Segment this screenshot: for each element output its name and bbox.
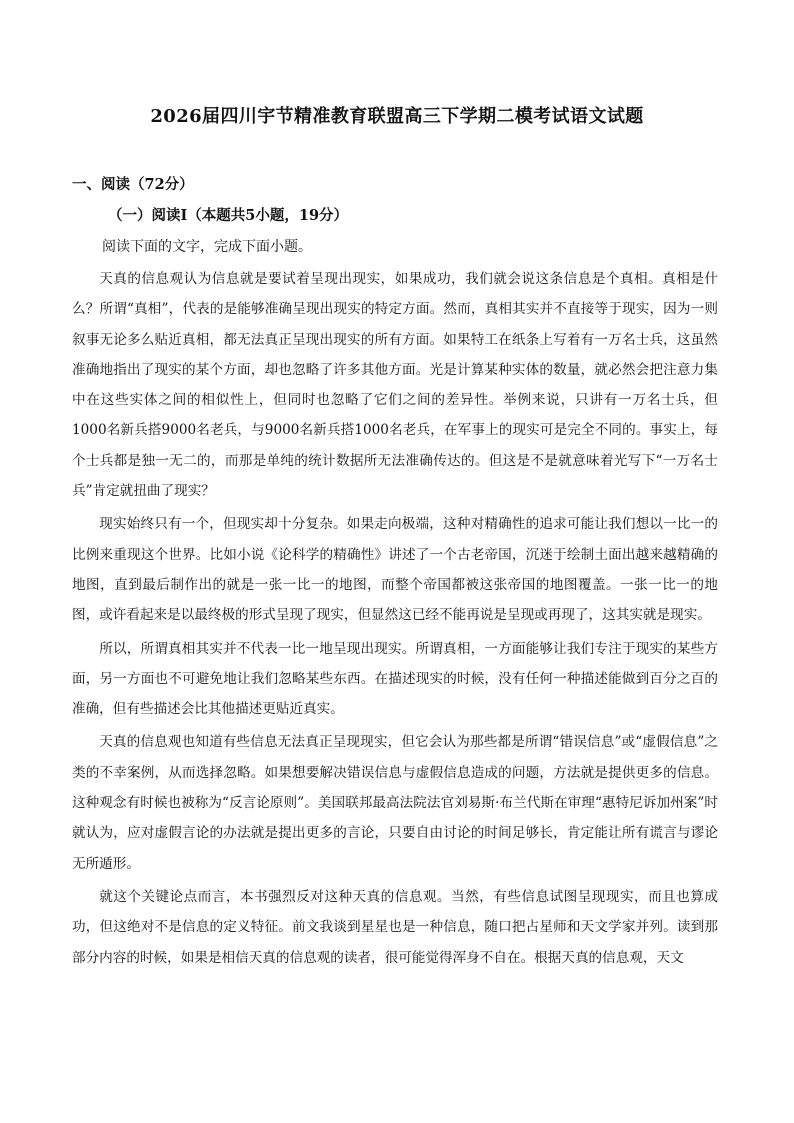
sub-section-heading: （一）阅读Ⅰ（本题共5小题，19分） [108, 207, 349, 224]
passage-paragraph: 天真的信息观也知道有些信息无法真正呈现现实，但它会认为那些都是所谓“错误信息”或“虚假信息”之类的不幸案例，从而选择忽略。如果想要解决错误信息与虚假信息造成的问题，方法就是提供更多的信息。这种观念有时候也被称为“反言论原则”。美国联邦最高法院法官刘易斯·布兰代斯在审理“惠特尼诉加州案”时就认为，应对虚假言论的办法就是提出更多的言论，只要自由讨论的时间足够长，肯定能让所有谎言与谬论无所遁形。 [72, 734, 718, 872]
passage-paragraph: 现实始终只有一个，但现实却十分复杂。如果走向极端，这种对精确性的追求可能让我们想以一比一的比例来重现这个世界。比如小说《论科学的精确性》讲述了一个古老帝国，沉迷于绘制土面出越来越精确的地图，直到最后制作出的就是一张一比一的地图，而整个帝国都被这张帝国的地图覆盖。一张一比一的地图，或许看起来是以最终极的形式呈现了现实，但显然这已经不能再说是呈现或再现了，这其实就是现实。 [72, 516, 718, 624]
passage-paragraph: 天真的信息观认为信息就是要试着呈现出现实，如果成功，我们就会说这条信息是个真相。真相是什么？所谓“真相”，代表的是能够准确呈现出现实的特定方面。然而，真相其实并不直接等于现实，因为一则叙事无论多么贴近真相，都无法真正呈现出现实的所有方面。如果特工在纸条上写着有一万名士兵，这虽然准确地指出了现实的某个方面，却也忽略了许多其他方面。光是计算某种实体的数量，就必然会把注意力集中在这些实体之间的相似性上，但同时也忽略了它们之间的差异性。举例来说，只讲有一万名士兵，但1000名新兵搭9000名老兵，与9000名新兵搭1000名老兵，在军事上的现实可是完全不同的。事实上，每个士兵都是独一无二的，而那是单纯的统计数据所无法准确传达的。但这是不是就意味着光写下“一万名士兵”肯定就扭曲了现实？ [72, 271, 718, 500]
passage-paragraph: 就这个关键论点而言，本书强烈反对这种天真的信息观。当然，有些信息试图呈现现实，而且也算成功，但这绝对不是信息的定义特征。前文我谈到星星也是一种信息，随口把占星师和天文学家并列。读到那部分内容的时候，如果是相信天真的信息观的读者，很可能觉得浑身不自在。根据天真的信息观，天文 [72, 888, 718, 966]
passage-paragraph: 所以，所谓真相其实并不代表一比一地呈现出现实。所谓真相，一方面能够让我们专注于现实的某些方面，另一方面也不可避免地让我们忽略某些东西。在描述现实的时候，没有任何一种描述能做到百分之百的准确，但有些描述会比其他描述更贴近真实。 [72, 640, 718, 718]
reading-instruction: 阅读下面的文字，完成下面小题。 [102, 239, 312, 255]
section-heading: 一、阅读（72分） [72, 176, 194, 193]
reading-passage [72, 264, 718, 976]
document-title: 2026届四川宇节精准教育联盟高三下学期二模考试语文试题 [150, 106, 644, 127]
